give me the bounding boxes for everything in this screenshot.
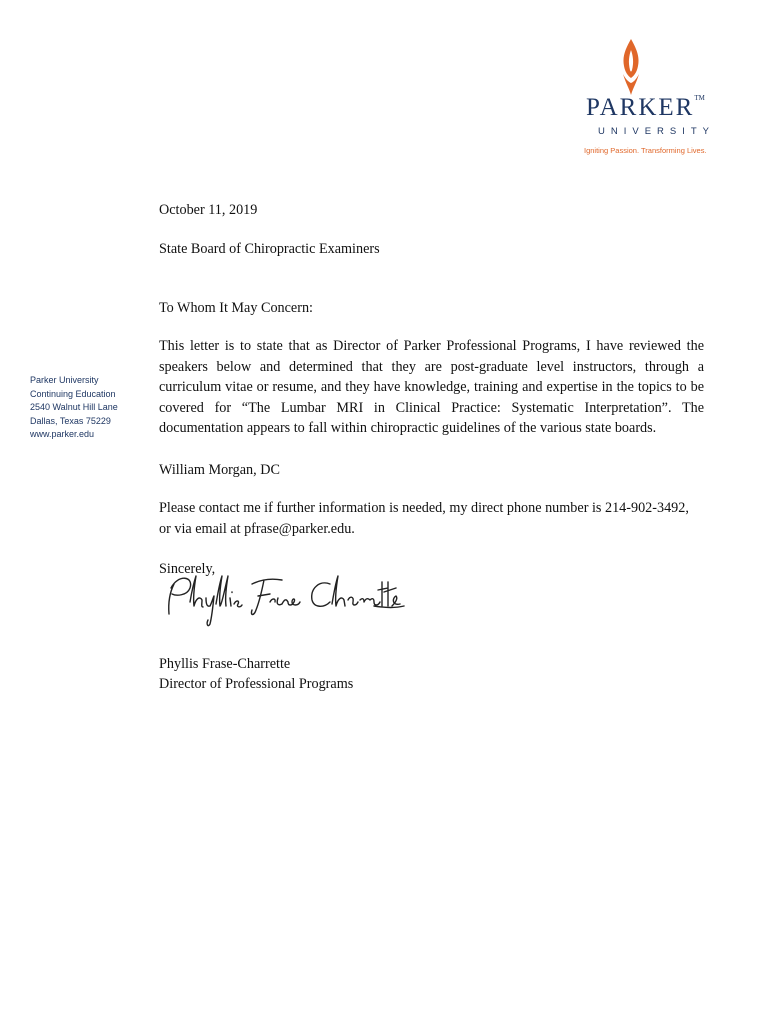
parker-university-logo xyxy=(580,38,725,163)
logo-tagline: Igniting Passion. Transforming Lives. xyxy=(584,146,707,155)
letter-paragraph: This letter is to state that as Director of Parker Professional Programs, I have reviewed the speakers below and determined that they are post-graduate level instructors, through a curriculum vitae or resume, and they have knowledge, training and expertise in the topics to be covered for “The Lumbar MRI in Clinical Practice: Systematic Interpretation”. The documentation appears to fall within chiropractic guidelines of the various state boards. xyxy=(159,338,704,437)
signer-name: Phyllis Frase-Charrette xyxy=(159,656,291,673)
speaker-name: William Morgan, DC xyxy=(159,462,280,479)
sender-address xyxy=(30,374,140,442)
logo-trademark: TM xyxy=(694,94,705,102)
address-website: www.parker.edu xyxy=(30,429,95,439)
logo-brand xyxy=(586,94,726,122)
letter-salutation: To Whom It May Concern: xyxy=(159,300,313,317)
logo-subtitle: UNIVERSITY xyxy=(598,126,716,137)
letter-recipient: State Board of Chiropractic Examiners xyxy=(159,241,380,258)
address-line: Dallas, Texas 75229 xyxy=(30,415,111,426)
logo-brand-text: PARKER xyxy=(586,94,695,121)
letter-date: October 11, 2019 xyxy=(159,202,258,219)
address-line: Continuing Education xyxy=(30,388,116,399)
address-line: Parker University xyxy=(30,375,99,385)
letter-closing: Sincerely, xyxy=(159,561,216,578)
signer-title: Director of Professional Programs xyxy=(159,676,354,693)
contact-paragraph: Please contact me if further information is needed, my direct phone number is 214-902-3492, or via email at pfrase@parker.edu. xyxy=(159,500,689,537)
flame-icon xyxy=(620,38,642,96)
handwritten-signature xyxy=(160,562,405,632)
address-line: 2540 Walnut Hill Lane xyxy=(30,402,118,412)
